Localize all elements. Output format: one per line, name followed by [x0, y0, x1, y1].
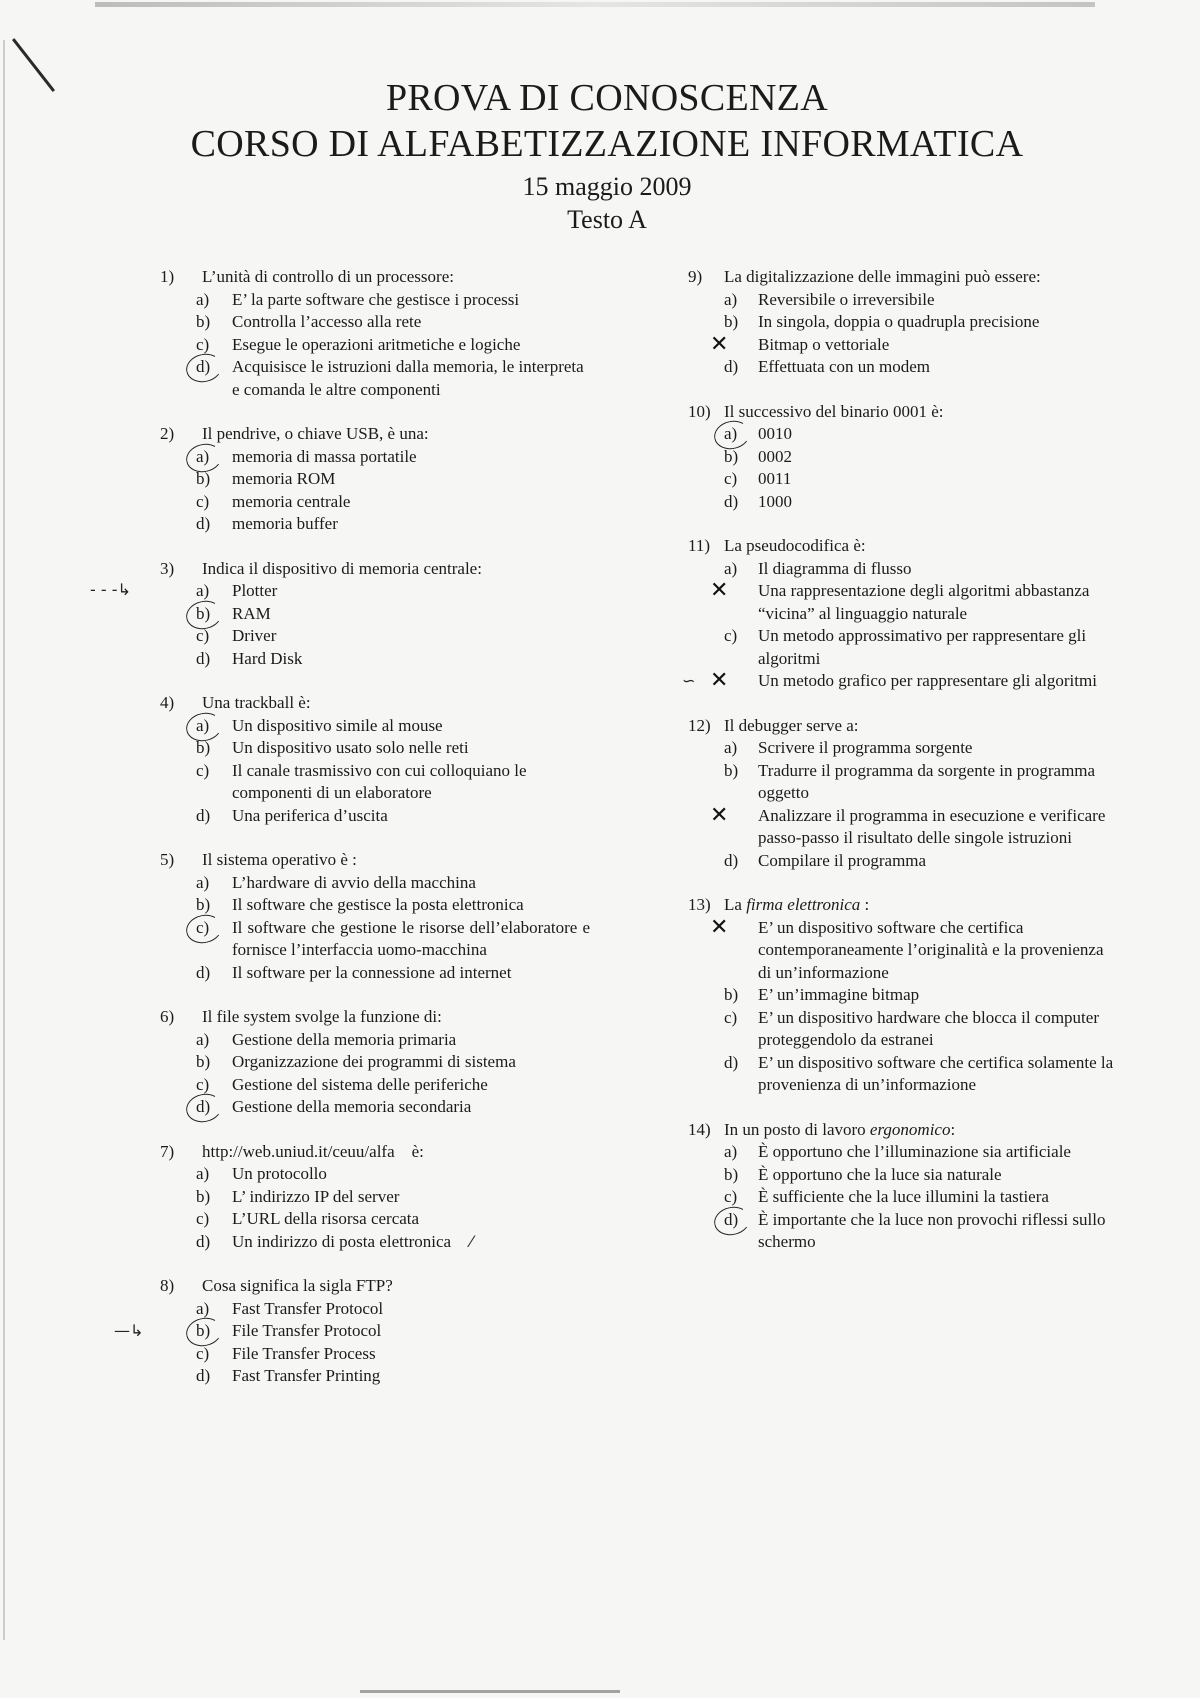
option-text: L’hardware di avvio della macchina: [232, 872, 476, 892]
question-5: [160, 849, 590, 984]
question-text: Il pendrive, o chiave USB, è una:: [202, 424, 429, 443]
option-letter: [688, 914, 758, 985]
option-1b[interactable]: [160, 311, 590, 334]
option-7a[interactable]: [160, 1163, 590, 1186]
option-text: Esegue le operazioni aritmetiche e logiche: [232, 334, 521, 354]
option-12c[interactable]: [688, 802, 1118, 850]
question-number: 4): [160, 693, 175, 712]
question-8: [114, 1275, 590, 1388]
question-number: 8): [160, 1276, 175, 1295]
option-text: Gestione della memoria primaria: [232, 1029, 457, 1049]
option-text: Il canale trasmissivo con cui colloquiano le componenti di un elaboratore: [232, 760, 527, 802]
option-letter: a): [196, 1164, 210, 1183]
option-14d[interactable]: [688, 1209, 1118, 1254]
option-text: 0011: [758, 469, 792, 488]
option-text: Una rappresentazione degli algoritmi abbastanza “vicina” al linguaggio naturale: [758, 581, 1090, 623]
option-letter: a): [688, 423, 758, 446]
option-letter: d): [724, 357, 739, 376]
question-text: Il file system svolge la funzione di:: [202, 1007, 442, 1026]
exam-header: [0, 76, 1200, 236]
option-letter: b): [196, 738, 211, 757]
option-text: Fast Transfer Protocol: [232, 1298, 384, 1318]
option-text: Un dispositivo simile al mouse: [232, 715, 443, 735]
option-2c[interactable]: [160, 491, 590, 514]
question-3: [90, 558, 590, 671]
question-number: 2): [160, 424, 175, 443]
question-number: 1): [160, 267, 175, 286]
hand-cross-mark: ✕: [710, 914, 729, 940]
option-13d[interactable]: [688, 1052, 1118, 1097]
hand-scribble-mark: ∽: [682, 671, 696, 690]
option-letter: b): [196, 312, 211, 331]
test-variant: Testo A: [567, 205, 647, 234]
option-letter: a): [196, 1298, 210, 1318]
option-text: Hard Disk: [232, 648, 303, 668]
option-letter: c): [160, 917, 232, 962]
option-text: L’URL della risorsa cercata: [232, 1209, 420, 1228]
option-letter: b): [724, 1164, 739, 1184]
option-letter: d): [196, 514, 211, 533]
option-8c[interactable]: [160, 1343, 590, 1366]
option-7c[interactable]: [160, 1208, 590, 1231]
questions-left-column: [90, 266, 590, 1410]
option-letter: b): [724, 312, 739, 331]
option-4a[interactable]: [160, 715, 590, 738]
option-text: È sufficiente che la luce illumini la tastiera: [758, 1187, 1049, 1206]
option-text: In singola, doppia o quadrupla precisione: [758, 312, 1040, 331]
option-letter: d): [724, 850, 739, 870]
option-11c[interactable]: [688, 625, 1118, 670]
option-1a[interactable]: [160, 289, 590, 312]
option-letter: a): [160, 446, 232, 469]
option-letter: d): [160, 1096, 232, 1119]
question-number: 12): [688, 715, 711, 735]
option-4b[interactable]: [160, 737, 590, 760]
option-text: Tradurre il programma da sorgente in programma oggetto: [758, 760, 1096, 802]
option-text: E’ la parte software che gestisce i processi: [232, 289, 520, 309]
question-term: firma elettronica: [746, 895, 861, 914]
option-letter: [682, 668, 758, 693]
option-text: RAM: [232, 603, 271, 623]
option-text: Il software che gestione le risorse dell’elaboratore e fornisce l’interfaccia uomo-macchina: [232, 917, 590, 959]
hand-cross-mark: ✕: [710, 578, 729, 603]
option-text: Un metodo approssimativo per rappresentare gli algoritmi: [758, 626, 1087, 668]
option-letter: b): [160, 1320, 232, 1343]
option-2a[interactable]: [160, 446, 590, 469]
question-text: Il sistema operativo è :: [202, 850, 357, 869]
option-letter: b): [724, 760, 739, 780]
option-text: Un dispositivo usato solo nelle reti: [232, 738, 469, 757]
option-text: Analizzare il programma in esecuzione e verificare passo-passo il risultato delle singole istruzioni: [758, 805, 1106, 847]
option-letter: c): [196, 1074, 210, 1094]
option-text: E’ un’immagine bitmap: [758, 985, 920, 1004]
option-letter: d): [196, 648, 211, 668]
option-10d[interactable]: [688, 491, 1118, 514]
option-text: 0002: [758, 446, 792, 466]
hand-cross-mark: ✕: [710, 668, 729, 693]
option-text: Un metodo grafico per rappresentare gli algoritmi: [758, 671, 1097, 690]
option-2b[interactable]: [160, 468, 590, 491]
option-9c[interactable]: [688, 331, 1118, 357]
option-8d[interactable]: [160, 1365, 590, 1388]
option-7b[interactable]: [160, 1186, 590, 1209]
option-letter: a): [724, 289, 738, 309]
option-1c[interactable]: [160, 334, 590, 357]
option-6d[interactable]: [160, 1096, 590, 1119]
option-letter: a): [724, 558, 738, 578]
option-text: Reversibile o irreversibile: [758, 289, 935, 309]
option-letter: a): [196, 289, 210, 309]
option-text: Effettuata con un modem: [758, 357, 930, 376]
option-text: memoria di massa portatile: [232, 446, 417, 466]
question-number: 14): [688, 1119, 711, 1139]
option-7d[interactable]: [160, 1231, 590, 1254]
option-letter: d): [196, 1366, 211, 1385]
question-9: [688, 266, 1118, 379]
option-14c[interactable]: [688, 1186, 1118, 1209]
option-text: È importante che la luce non provochi riflessi sullo schermo: [758, 1209, 1106, 1251]
option-letter: b): [196, 469, 211, 488]
option-text: Un protocollo: [232, 1164, 327, 1183]
option-letter: b): [724, 985, 739, 1004]
option-letter: a): [196, 581, 210, 600]
question-number: 10): [688, 401, 711, 421]
option-letter: c): [196, 1343, 210, 1363]
hand-circle-mark: [183, 351, 224, 386]
question-number: 3): [160, 558, 175, 578]
option-text: Una periferica d’uscita: [232, 805, 388, 825]
option-text: È opportuno che la luce sia naturale: [758, 1164, 1002, 1184]
option-11b[interactable]: [688, 580, 1118, 625]
question-2: [160, 423, 590, 536]
hand-circle-mark: [183, 911, 224, 946]
option-text: 1000: [758, 491, 792, 511]
option-letter: d): [196, 962, 211, 982]
hand-cross-mark: ✕: [710, 331, 729, 357]
questions-right-column: [682, 266, 1118, 1276]
option-letter: [688, 331, 758, 357]
question-text: Il debugger serve a:: [724, 715, 859, 735]
option-letter: a): [160, 715, 232, 738]
option-text: E’ un dispositivo hardware che blocca il computer proteggendolo da estranei: [758, 1007, 1099, 1049]
option-text: Compilare il programma: [758, 850, 927, 870]
option-3b[interactable]: [160, 603, 590, 626]
course-title: CORSO DI ALFABETIZZAZIONE INFORMATICA: [190, 123, 1024, 165]
question-6: [160, 1006, 590, 1119]
option-letter: a): [724, 738, 738, 757]
question-14: [688, 1119, 1118, 1254]
option-text: Fast Transfer Printing: [232, 1366, 381, 1385]
question-11: [682, 535, 1118, 693]
option-14b[interactable]: [688, 1164, 1118, 1187]
question-text: Indica il dispositivo di memoria centrale:: [202, 558, 482, 578]
option-8a[interactable]: [160, 1298, 590, 1321]
option-text: È opportuno che l’illuminazione sia artificiale: [758, 1142, 1071, 1161]
hand-circle-mark: [711, 1203, 752, 1238]
option-text: Driver: [232, 626, 277, 645]
option-2d[interactable]: [160, 513, 590, 536]
question-number: 7): [160, 1141, 175, 1161]
option-letter: a): [724, 1142, 738, 1161]
option-letter: c): [724, 1187, 738, 1206]
option-letter: c): [724, 1007, 738, 1027]
question-text: La digitalizzazione delle immagini può essere:: [724, 267, 1041, 286]
option-text: E’ un dispositivo software che certifica solamente la provenienza di un’informazione: [758, 1052, 1114, 1094]
option-1d[interactable]: [160, 356, 590, 401]
hand-arrow-mark: - - -↳: [90, 579, 131, 599]
option-text: Acquisisce le istruzioni dalla memoria, le interpreta e comanda le altre componenti: [232, 357, 584, 399]
option-letter: b): [160, 603, 232, 626]
option-letter: a): [196, 1029, 210, 1049]
question-number: 11): [688, 536, 711, 555]
option-letter: d): [688, 1209, 758, 1254]
option-5a[interactable]: [160, 872, 590, 895]
question-10: [688, 401, 1118, 514]
scan-edge-bottom: [360, 1690, 620, 1693]
exam-date: 15 maggio 2009: [522, 172, 692, 201]
option-letter: d): [196, 1231, 211, 1251]
option-letter: c): [724, 626, 738, 645]
option-3d[interactable]: [160, 648, 590, 671]
option-text: Il diagramma di flusso: [758, 558, 912, 578]
hand-tick-mark: ⁄: [470, 1231, 473, 1251]
option-text: Bitmap o vettoriale: [758, 334, 890, 354]
option-text: Scrivere il programma sorgente: [758, 738, 973, 757]
option-13c[interactable]: [688, 1007, 1118, 1052]
option-4d[interactable]: [160, 805, 590, 828]
option-text: 0010: [758, 424, 792, 443]
question-number: 6): [160, 1007, 175, 1026]
option-text: File Transfer Protocol: [232, 1321, 382, 1340]
option-12b[interactable]: [688, 760, 1118, 805]
option-4c[interactable]: [160, 760, 590, 805]
option-13a[interactable]: [688, 914, 1118, 985]
option-5d[interactable]: [160, 962, 590, 985]
option-text: Il software che gestisce la posta elettronica: [232, 895, 524, 914]
option-6a[interactable]: [160, 1029, 590, 1052]
option-text: memoria buffer: [232, 514, 338, 533]
option-10c[interactable]: [688, 468, 1118, 491]
scan-edge-left: [3, 40, 5, 1640]
option-6c[interactable]: [160, 1074, 590, 1097]
option-letter: c): [196, 1209, 210, 1228]
question-number: 9): [688, 267, 703, 286]
question-13: [688, 894, 1118, 1097]
option-letter: c): [196, 760, 210, 780]
option-text: Controlla l’accesso alla rete: [232, 312, 422, 331]
question-text: La firma elettronica :: [724, 895, 870, 914]
option-letter: b): [196, 1052, 211, 1071]
option-3c[interactable]: [160, 625, 590, 648]
question-7: [160, 1141, 590, 1254]
hand-arrow-mark: —↳: [114, 1321, 144, 1340]
question-text: L’unità di controllo di un processore:: [202, 267, 454, 286]
option-letter: [688, 802, 758, 850]
option-letter: b): [724, 446, 739, 466]
question-12: [688, 715, 1118, 873]
option-10b[interactable]: [688, 446, 1118, 469]
option-letter: c): [196, 491, 210, 511]
option-text: Un indirizzo di posta elettronica: [232, 1231, 452, 1251]
option-text: memoria ROM: [232, 469, 336, 488]
option-12a[interactable]: [688, 737, 1118, 760]
option-9b[interactable]: [688, 311, 1118, 334]
option-10a[interactable]: [688, 423, 1118, 446]
question-text: Una trackball è:: [202, 693, 311, 712]
option-text: Il software per la connessione ad internet: [232, 962, 512, 982]
question-1: [160, 266, 590, 401]
option-letter: [688, 580, 758, 625]
option-8b[interactable]: [160, 1320, 590, 1343]
scan-edge-top: [95, 2, 1095, 7]
question-4: [160, 692, 590, 827]
option-text: File Transfer Process: [232, 1343, 376, 1363]
question-term: ergonomico: [869, 1119, 951, 1139]
option-text: Plotter: [232, 581, 278, 600]
option-letter: c): [196, 334, 210, 354]
hand-cross-mark: ✕: [710, 802, 729, 828]
option-14a[interactable]: [688, 1141, 1118, 1164]
option-9a[interactable]: [688, 289, 1118, 312]
option-letter: c): [196, 626, 210, 645]
option-11a[interactable]: [688, 558, 1118, 581]
option-letter: d): [724, 491, 739, 511]
option-3a[interactable]: [160, 580, 590, 603]
option-letter: b): [196, 895, 211, 914]
option-text: E’ un dispositivo software che certifica contemporaneamente l’originalità e la provenienza di un’informazione: [758, 917, 1104, 982]
option-12d[interactable]: [688, 850, 1118, 873]
option-letter: d): [160, 356, 232, 401]
question-number: 5): [160, 850, 175, 869]
option-text: Gestione della memoria secondaria: [232, 1097, 472, 1116]
option-5c[interactable]: [160, 917, 590, 962]
option-13b[interactable]: [688, 984, 1118, 1007]
option-6b[interactable]: [160, 1051, 590, 1074]
option-text: memoria centrale: [232, 491, 351, 511]
option-letter: a): [196, 872, 210, 892]
option-9d[interactable]: [688, 356, 1118, 379]
question-text: Cosa significa la sigla FTP?: [202, 1276, 393, 1295]
question-number: 13): [688, 895, 711, 914]
question-text: http://web.uniud.it/ceuu/alfa è:: [202, 1141, 424, 1161]
exam-title: PROVA DI CONOSCENZA: [385, 77, 829, 119]
option-text: Organizzazione dei programmi di sistema: [232, 1052, 516, 1071]
option-letter: b): [196, 1186, 211, 1206]
option-5b[interactable]: [160, 894, 590, 917]
question-text: La pseudocodifica è:: [724, 536, 866, 555]
hand-circle-mark: [183, 1091, 224, 1126]
option-letter: c): [724, 469, 738, 488]
question-text: Il successivo del binario 0001 è:: [724, 401, 944, 421]
option-11d[interactable]: [682, 668, 1118, 693]
option-text: L’ indirizzo IP del server: [232, 1186, 400, 1206]
option-text: Gestione del sistema delle periferiche: [232, 1074, 488, 1094]
option-letter: d): [724, 1052, 739, 1072]
option-letter: d): [196, 805, 211, 825]
question-text: In un posto di lavoro ergonomico:: [724, 1119, 956, 1139]
